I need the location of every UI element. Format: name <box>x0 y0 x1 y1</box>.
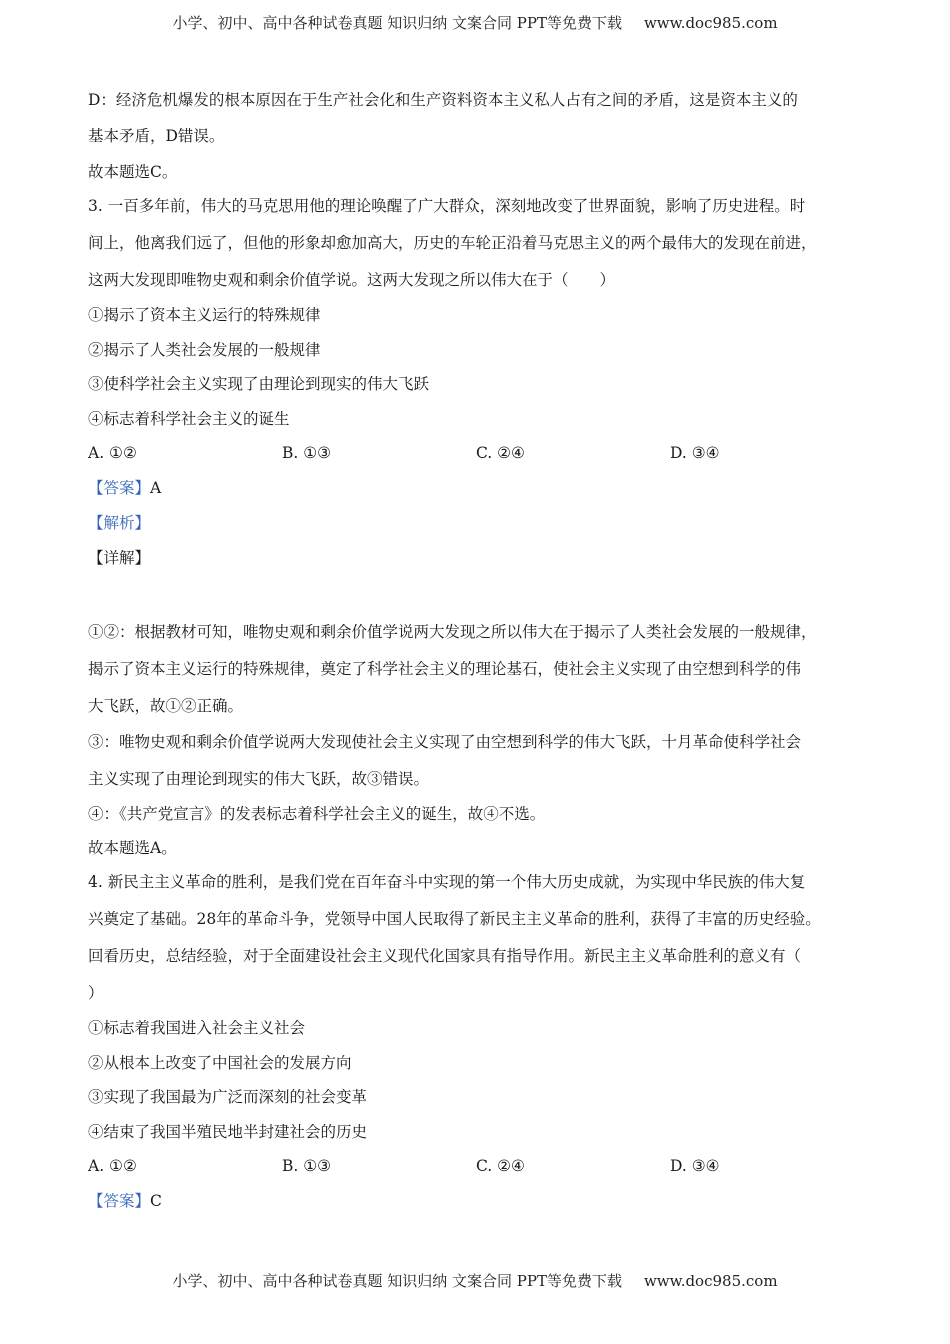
q3-detail-line-4: ③：唯物史观和剩余价值学说两大发现使社会主义实现了由空想到科学的伟大飞跃，十月革命使科学社会 <box>88 733 802 751</box>
q3-conclusion: 故本题选A。 <box>88 839 177 857</box>
q3-item-2: ②揭示了人类社会发展的一般规律 <box>88 341 321 359</box>
q3-stem-line3: 这两大发现即唯物史观和剩余价值学说。这两大发现之所以伟大在于（ ） <box>88 271 616 289</box>
q4-option-d: D. ③④ <box>670 1157 720 1175</box>
q4-stem-line3: 回看历史，总结经验，对于全面建设社会主义现代化国家具有指导作用。新民主主义革命胜利的意义有（ <box>88 947 802 965</box>
q4-option-b: B. ①③ <box>282 1157 332 1175</box>
q3-stem-line2: 间上，他离我们远了，但他的形象却愈加高大，历史的车轮正沿着马克思主义的两个最伟大的发现在前进， <box>88 234 817 252</box>
q4-answer: 【答案】C <box>88 1192 162 1210</box>
q3-item-4: ④标志着科学社会主义的诞生 <box>88 410 290 428</box>
q3-detail-line-5: 主义实现了由理论到现实的伟大飞跃，故③错误。 <box>88 770 430 788</box>
q4-stem-line4: ） <box>88 984 104 1002</box>
q4-option-c: C. ②④ <box>476 1157 525 1175</box>
q3-option-d: D. ③④ <box>670 444 720 462</box>
q4-item-1: ①标志着我国进入社会主义社会 <box>88 1019 306 1037</box>
prev-d-line1: D：经济危机爆发的根本原因在于生产社会化和生产资料资本主义私人占有之间的矛盾，这是资本主义的 <box>88 91 798 109</box>
q3-item-3: ③使科学社会主义实现了由理论到现实的伟大飞跃 <box>88 375 430 393</box>
q3-detail-line-3: 大飞跃，故①②正确。 <box>88 697 244 715</box>
q3-option-c: C. ②④ <box>476 444 525 462</box>
q3-detail-heading: 【详解】 <box>88 549 151 567</box>
q4-item-2: ②从根本上改变了中国社会的发展方向 <box>88 1054 352 1072</box>
q3-analysis: 【解析】 <box>88 514 151 532</box>
q3-answer-value: A <box>150 479 162 497</box>
header-text: 小学、初中、高中各种试卷真题 知识归纳 文案合同 PPT等免费下载 <box>172 14 622 32</box>
q4-answer-label: 答案 <box>103 1192 135 1210</box>
q4-answer-value: C <box>150 1192 162 1210</box>
q3-analysis-label: 解析 <box>103 514 135 532</box>
q3-detail-label: 详解 <box>103 549 135 567</box>
prev-conclusion: 故本题选C。 <box>88 163 178 181</box>
q4-stem-line1: 4. 新民主主义革命的胜利，是我们党在百年奋斗中实现的第一个伟大历史成就，为实现中华民族的伟大复 <box>88 873 806 891</box>
q3-detail-line-1: ①②：根据教材可知，唯物史观和剩余价值学说两大发现之所以伟大在于揭示了人类社会发展的一般规律， <box>88 623 817 641</box>
footer-site: www.doc985.com <box>643 1272 778 1290</box>
q4-stem-line2: 兴奠定了基础。28年的革命斗争，党领导中国人民取得了新民主主义革命的胜利，获得了丰富的历史经验。 <box>88 910 821 928</box>
q3-detail-line-6: ④：《共产党宣言》的发表标志着科学社会主义的诞生，故④不选。 <box>88 805 546 823</box>
q3-option-a: A. ①② <box>88 444 137 462</box>
q3-item-1: ①揭示了资本主义运行的特殊规律 <box>88 306 321 324</box>
q3-detail-line-2: 揭示了资本主义运行的特殊规律，奠定了科学社会主义的理论基石，使社会主义实现了由空想到科学的伟 <box>88 660 802 678</box>
q3-answer-label: 答案 <box>103 479 135 497</box>
header-site: www.doc985.com <box>643 14 778 32</box>
q3-option-b: B. ①③ <box>282 444 332 462</box>
page-footer <box>0 1270 950 1291</box>
q4-item-3: ③实现了我国最为广泛而深刻的社会变革 <box>88 1088 368 1106</box>
q3-answer: 【答案】A <box>88 479 162 497</box>
prev-d-line2: 基本矛盾，D错误。 <box>88 127 225 145</box>
q4-option-a: A. ①② <box>88 1157 137 1175</box>
q4-item-4: ④结束了我国半殖民地半封建社会的历史 <box>88 1123 368 1141</box>
page-header <box>0 12 950 33</box>
footer-text: 小学、初中、高中各种试卷真题 知识归纳 文案合同 PPT等免费下载 <box>172 1272 622 1290</box>
q3-stem-line1: 3. 一百多年前，伟大的马克思用他的理论唤醒了广大群众，深刻地改变了世界面貌，影响了历史进程。时 <box>88 197 806 215</box>
